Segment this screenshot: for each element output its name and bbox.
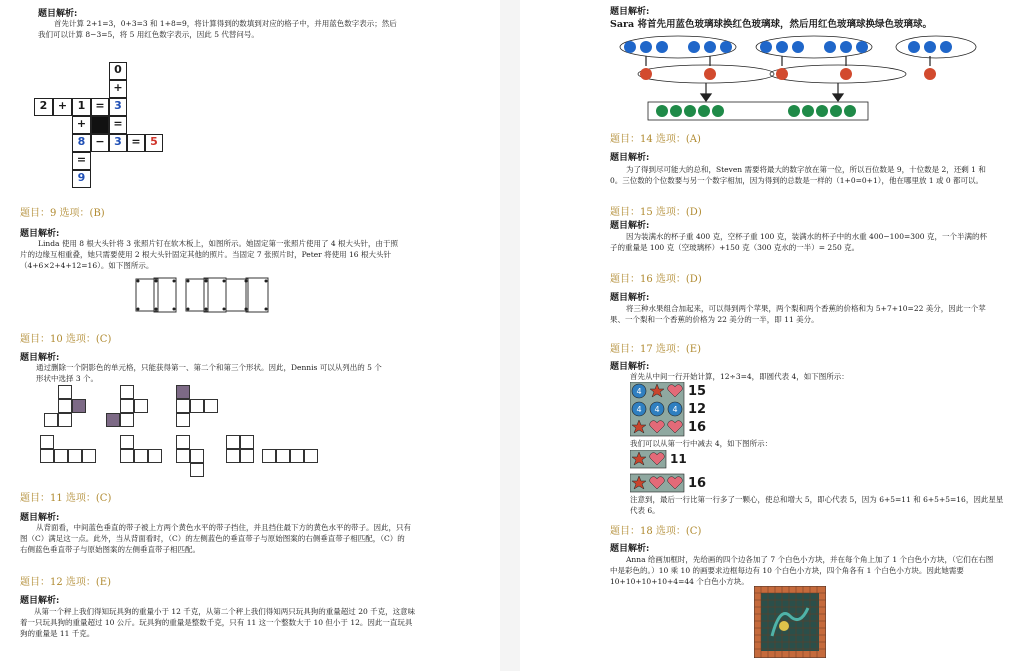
puzzle-cell-five: 5 [145,134,163,152]
puzzle-cell-top: 0 [109,62,127,80]
puzzle-cell-eq1: = [91,98,109,116]
puzzle-cell-three-b: 3 [109,134,127,152]
q12-label: 题目：12 选项：(E) [20,577,112,588]
puzzle-cell-eq3: = [72,152,91,170]
q13-heading: 题目解析: [610,7,650,17]
q10-heading: 题目解析: [20,353,60,363]
puzzle-cell-plus-v: + [109,80,127,98]
puzzle-cell-two: 2 [34,98,53,116]
left-page [0,0,500,671]
q13-body: Sara 将首先用蓝色玻璃球换红色玻璃球，然后用红色玻璃球换绿色玻璃球。 [610,19,932,30]
q14-body: 为了得到尽可能大的总和，Steven 需要将最大的数字放在第一位，所以百位数是 9，十位数是 2，还剩 1 和 0。三位数的个位数要与另一个数字相加，因为得到的总数是一样的（1+0=0+1），他在哪里放 1 或 0 都可以。 [610,165,986,185]
q18-label: 题目：18 选项：(C) [610,526,702,537]
q17-body-1: 首先从中间一行开始计算，12÷3=4，即圆代表 4，如下图所示： [630,372,849,381]
framed-picture-figure [754,586,826,658]
puzzle-cell-nine: 9 [72,170,91,188]
q18-heading: 题目解析: [610,544,650,554]
q12-heading: 题目解析: [20,596,60,606]
shapes-figure [38,385,338,480]
q14-heading: 题目解析: [610,153,650,163]
row-sum-4: 11 [670,452,687,466]
q17-body-2: 我们可以从第一行中减去 4，如下图所示： [630,439,773,448]
q8-body: 首先计算 2+1=3，0+3=3 和 1+8=9，将计算得到的数填到对应的格子中，并用蓝色数字表示；然后我们可以计算 8−3=5，将 5 用红色数字表示，因此 5 代替问号。 [38,19,397,39]
number-puzzle [34,62,174,190]
q14-label: 题目：14 选项：(A) [610,134,701,145]
q16-body: 将三种水果组合加起来，可以得到两个苹果，两个梨和两个香蕉的价格和为 5+7+10=22 美分，因此一个苹果、一个梨和一个香蕉的价格为 22 美分的一半，即 11 美分。 [610,304,986,324]
q15-body: 因为装满水的杯子重 400 克，空杯子重 100 克，装满水的杯子中的水重 400−100=300 克，一个半满的杯子的重量是 100 克（空玻璃杯）+150 克（300 克水的一半）= 250 克。 [610,232,987,252]
puzzle-cell-minus: − [91,134,109,152]
q8-heading: 题目解析: [38,9,78,19]
row-sum-2: 12 [688,402,707,417]
puzzle-cell-plus-h: + [53,98,72,116]
puzzle-cell-plus-c: + [72,116,91,134]
right-page [520,0,1024,671]
q17-label: 题目：17 选项：(E) [610,344,702,355]
q15-label: 题目：15 选项：(D) [610,207,702,218]
q16-heading: 题目解析: [610,293,650,303]
q10-body: 通过删除一个阴影色的单元格，只能获得第一、第二个和第三个形状。因此，Dennis 可以从列出的 5 个形状中选择 3 个。 [36,363,382,383]
circle-value: 4 [654,405,660,414]
circle-value: 4 [636,405,642,414]
row-sum-1: 15 [688,384,707,399]
q9-label: 题目：9 选项：(B) [20,208,105,219]
q18-body: Anna 给画加框时，先给画的四个边各加了 7 个白色小方块，并在每个角上加了 1 个白色小方块，（它们在右图中是彩色的。）10 乘 10 的画要求边框每边有 10 个白色小方块，四个角各有 1 个白色小方块。因此她需要 10+10+10+10+4=44 个白色小方块。 [610,555,994,586]
row-sum-5: 16 [688,476,707,491]
symbol-grid-figure [630,382,730,438]
puzzle-cell-unknown [91,116,109,134]
page-gutter [500,0,520,671]
q11-body: 从背面看，中间蓝色垂直的带子被上方两个黄色水平的带子挡住，并且挡住最下方的黄色水平的带子。因此，只有图（C）满足这一点。此外，当从背面看时，（C）的左侧蓝色的垂直带子与原始图案的右侧垂直带子相匹配，（C）的右侧蓝色垂直带子与原始图案的左侧垂直带子相匹配。 [20,523,411,554]
q9-heading: 题目解析: [20,229,60,239]
circle-value: 4 [672,405,678,414]
puzzle-cell-three-a: 3 [109,98,127,116]
q17-body-3: 注意到，最后一行比第一行多了一颗心，使总和增大 5，即心代表 5，因为 6+5=11 和 6+5+5=16，因此星星代表 6。 [630,495,1004,515]
q10-label: 题目：10 选项：(C) [20,334,112,345]
circle-value: 4 [636,387,642,396]
q16-label: 题目：16 选项：(D) [610,274,702,285]
q11-heading: 题目解析: [20,513,60,523]
pinned-photos-figure [134,276,274,316]
row-sum-3: 16 [688,420,707,435]
puzzle-cell-eq-c: = [109,116,127,134]
q9-body: Linda 使用 8 根大头针将 3 张照片钉在软木板上，如图所示。她固定第一张照片使用了 4 根大头针，由于照片的边缘互相重叠，她只需要使用 2 根大头针固定其他的照片。当固定 7 张照片时，Peter 将使用 16 根大头针（4+6×2+4+12=16）。如下图所示。 [20,239,398,270]
marble-trade-figure [614,32,984,126]
q15-heading: 题目解析: [610,221,650,231]
q12-body: 从第一个秤上我们得知玩具狗的重量小于 12 千克，从第二个秤上我们得知两只玩具狗的重量超过 20 千克，这意味着一只玩具狗的重量超过 10 公斤。玩具狗的重量是整数千克，只有 11 这一个整数大于 10 但小于 12。因此一直玩具狗的重量是 11 千克。 [20,607,416,638]
puzzle-cell-eight: 8 [72,134,91,152]
q17-heading: 题目解析: [610,362,650,372]
puzzle-cell-one: 1 [72,98,91,116]
q11-label: 题目：11 选项：(C) [20,493,112,504]
puzzle-cell-eq2: = [127,134,145,152]
